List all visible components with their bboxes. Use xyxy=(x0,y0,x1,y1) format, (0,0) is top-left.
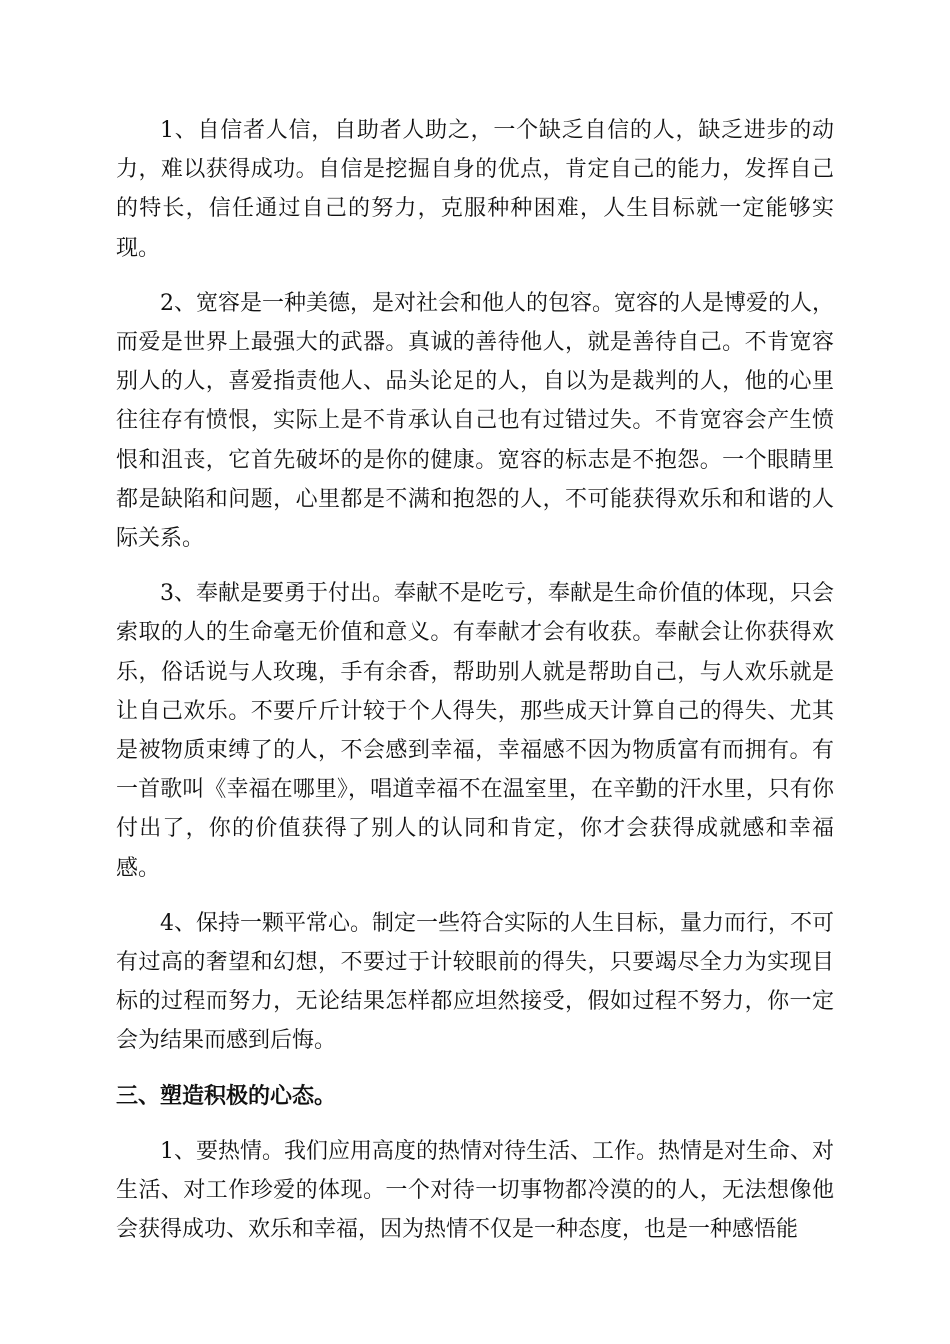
document-body xyxy=(116,111,834,1265)
paragraph-dedication: 3、奉献是要勇于付出。奉献不是吃亏，奉献是生命价值的体现，只会索取的人的生命毫无价值和意义。有奉献才会有收获。奉献会让你获得欢乐，俗话说与人玫瑰，手有余香，帮助别人就是帮助自己，与人欢乐就是让自己欢乐。不要斤斤计较于个人得失，那些成天计算自己的得失、尤其是被物质束缚了的人，不会感到幸福，幸福感不因为物质富有而拥有。有一首歌叫《幸福在哪里》，唱道幸福不在温室里，在辛勤的汗水里，只有你付出了，你的价值获得了别人的认同和肯定，你才会获得成就感和幸福感。 xyxy=(116,581,834,881)
paragraph-tolerance: 2、宽容是一种美德，是对社会和他人的包容。宽容的人是博爱的人，而爱是世界上最强大的武器。真诚的善待他人，就是善待自己。不肯宽容别人的人，喜爱指责他人、品头论足的人，自以为是裁判的人，他的心里往往存有愤恨，实际上是不肯承认自己也有过错过失。不肯宽容会产生愤恨和沮丧，它首先破坏的是你的健康。宽容的标志是不抱怨。一个眼睛里都是缺陷和问题，心里都是不满和抱怨的人，不可能获得欢乐和和谐的人际关系。 xyxy=(116,290,834,552)
paragraph-equanimity: 4、保持一颗平常心。制定一些符合实际的人生目标，量力而行，不可有过高的奢望和幻想，不要过于计较眼前的得失，只要竭尽全力为实现目标的过程而努力，无论结果怎样都应坦然接受，假如过程不努力，你一定会为结果而感到后悔。 xyxy=(116,910,834,1054)
paragraph-confidence: 1、自信者人信，自助者人助之，一个缺乏自信的人，缺乏进步的动力，难以获得成功。自信是挖掘自身的优点，肯定自己的能力，发挥自己的特长，信任通过自己的努力，克服种种困难，人生目标就一定能够实现。 xyxy=(116,118,834,261)
section-heading: 三、塑造积极的心态。 xyxy=(116,1082,337,1109)
paragraph-enthusiasm: 1、要热情。我们应用高度的热情对待生活、工作。热情是对生命、对生活、对工作珍爱的体现。一个对待一切事物都冷漠的的人，无法想像他会获得成功、欢乐和幸福，因为热情不仅是一种态度，也是一种感悟能 xyxy=(116,1138,834,1243)
